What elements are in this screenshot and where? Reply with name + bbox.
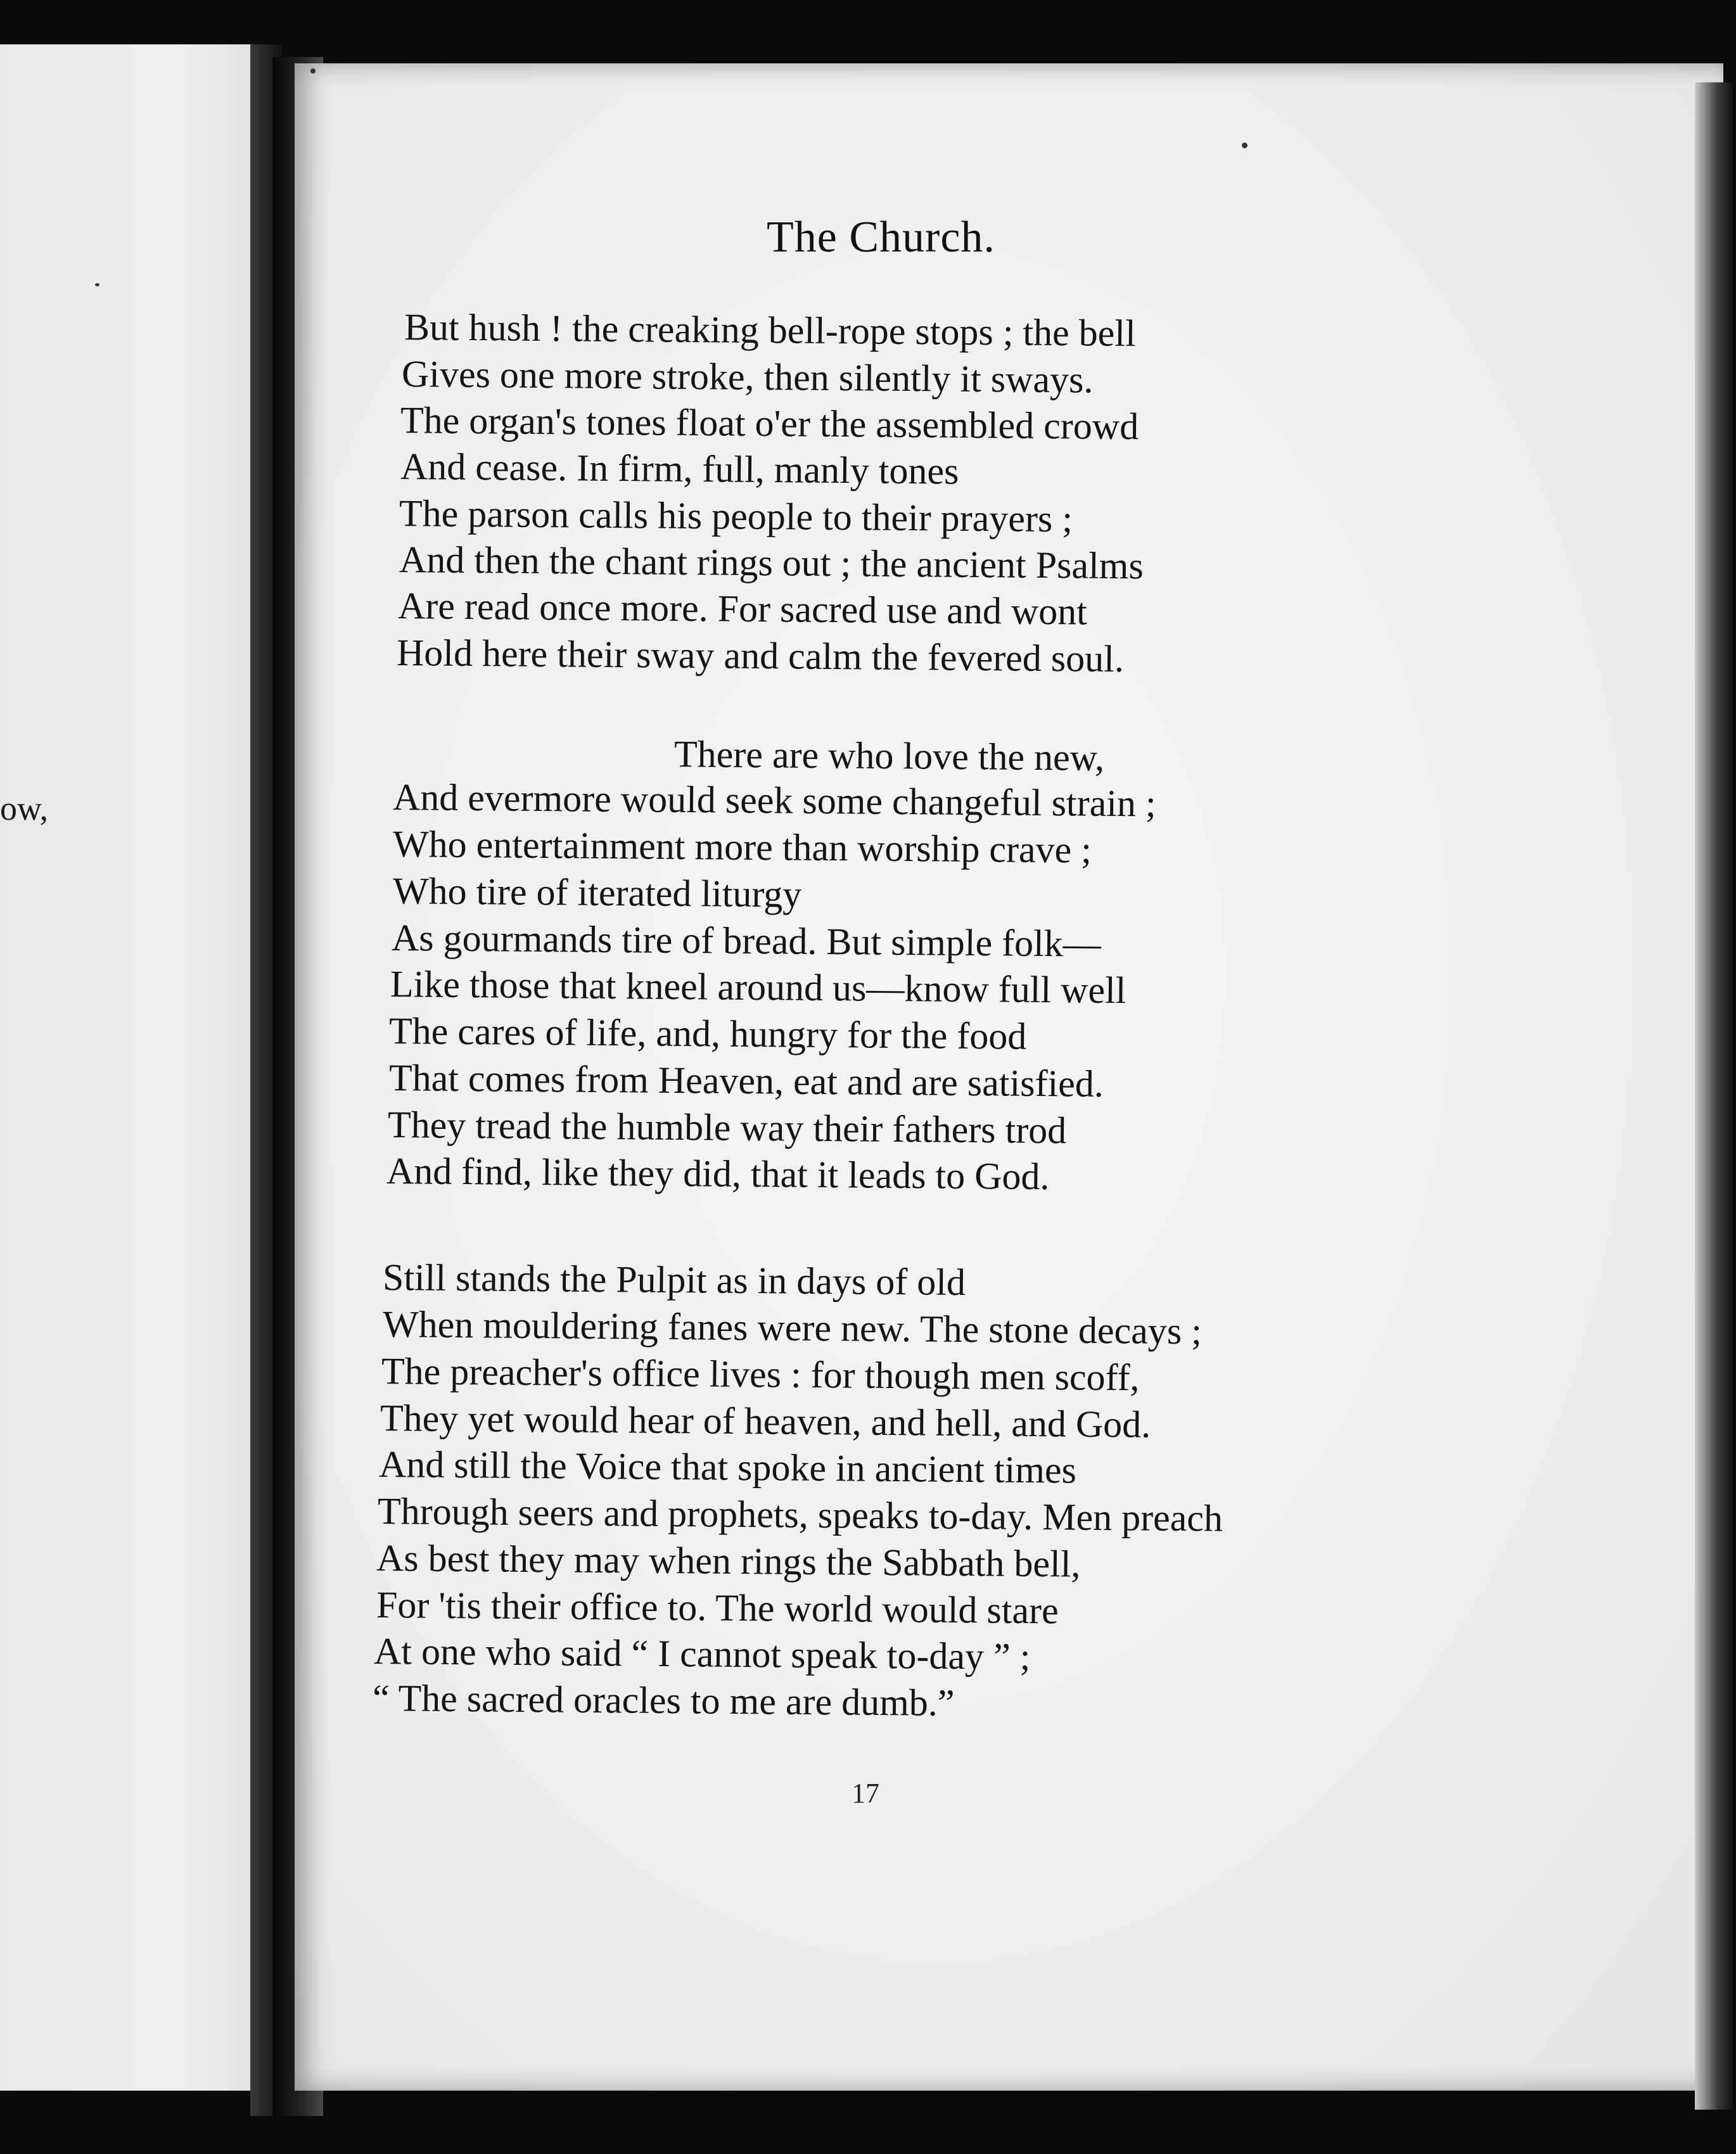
facing-page-text-fragment: ow, (0, 789, 48, 827)
poem-line: And still the Voice that spoke in ancient times (378, 1443, 1077, 1491)
poem-line: Who entertainment more than worship crave ; (392, 823, 1092, 871)
poem-line: Like those that kneel around us—know full well (390, 963, 1126, 1012)
poem-line: Gives one more stroke, then silently it sways. (401, 353, 1094, 401)
poem-line: But hush ! the creaking bell-rope stops ; the bell (404, 306, 1136, 355)
poem-line: And find, like they did, that it leads to God. (386, 1150, 1050, 1198)
page-title: The Church. (767, 213, 995, 262)
poem-line: The preacher's office lives : for though men scoff, (381, 1350, 1140, 1399)
poem-line: Who tire of iterated liturgy (392, 870, 802, 915)
poem-line: As best they may when rings the Sabbath bell, (376, 1537, 1081, 1585)
poem-line: For 'tis their office to. The world would stare (376, 1584, 1059, 1632)
poem-line: The cares of life, and, hungry for the food (388, 1010, 1027, 1057)
poem-line: The organ's tones float o'er the assembled crowd (400, 399, 1139, 448)
poem-line: Through seers and prophets, speaks to-day. Men preach (377, 1490, 1223, 1539)
dust-speck (1242, 143, 1248, 148)
poem-line: And cease. In firm, full, manly tones (400, 445, 959, 492)
dust-speck (95, 283, 99, 286)
poem-line: As gourmands tire of bread. But simple folk— (391, 917, 1102, 965)
poem-line: When mouldering fanes were new. The stone decays ; (382, 1303, 1203, 1353)
poem-line: They yet would hear of heaven, and hell, and God. (380, 1397, 1151, 1446)
poem-line: They tread the humble way their fathers trod (387, 1104, 1067, 1152)
poem-line: That comes from Heaven, eat and are satisfied. (388, 1057, 1104, 1105)
poem-line: Hold here their sway and calm the fevered soul. (396, 632, 1125, 680)
page-edge (1695, 82, 1733, 2110)
facing-page (0, 44, 257, 2091)
page-number: 17 (852, 1778, 879, 1809)
poem-line: At one who said “ I cannot speak to-day ” ; (373, 1630, 1031, 1678)
poem-line: And then the chant rings out ; the ancient Psalms (399, 538, 1144, 587)
dust-speck (310, 68, 316, 73)
poem-line: The parson calls his people to their prayers ; (399, 492, 1073, 540)
poem-line: Still stands the Pulpit as in days of old (382, 1256, 966, 1304)
poem-line: And evermore would seek some changeful strain ; (392, 776, 1156, 825)
poem-line: “ The sacred oracles to me are dumb.” (372, 1677, 955, 1724)
poem-line: Are read once more. For sacred use and wont (397, 585, 1088, 633)
poem-line: There are who love the new, (673, 733, 1105, 779)
